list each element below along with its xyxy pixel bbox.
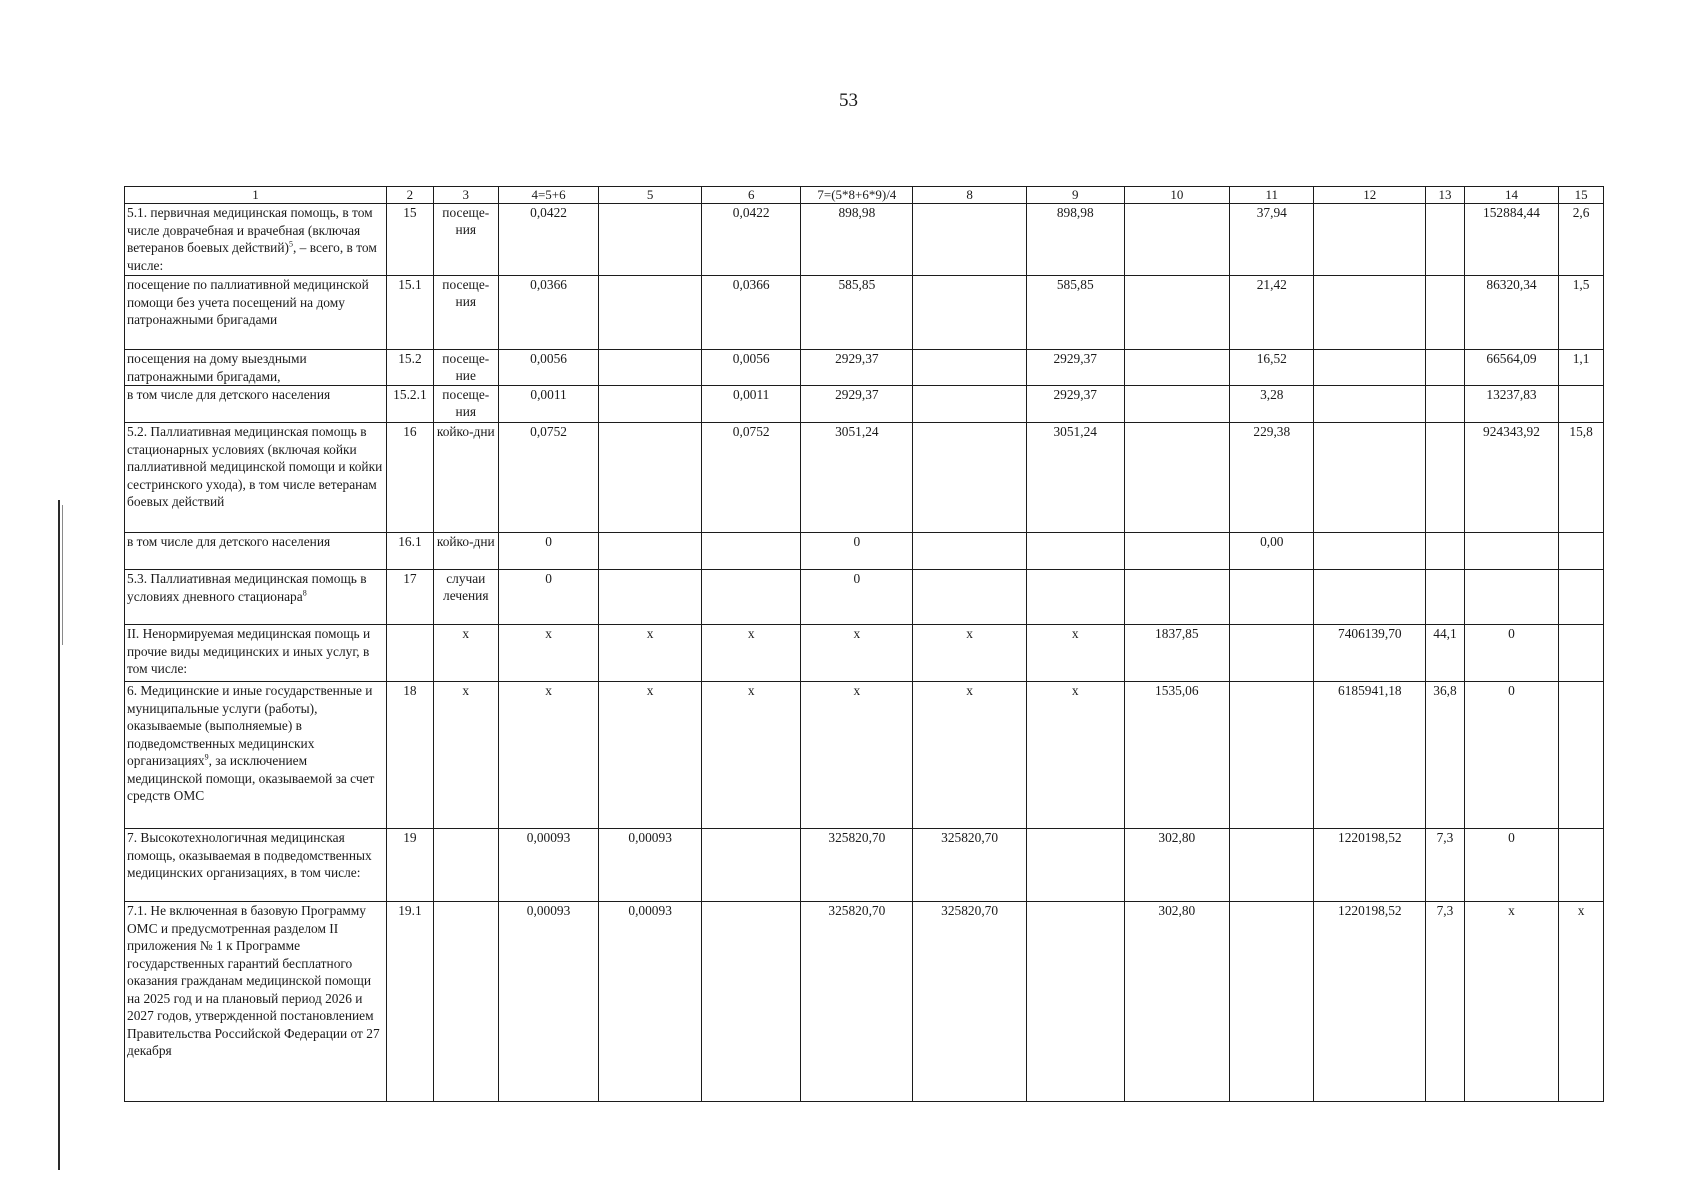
header-cell: 6 <box>701 187 801 204</box>
value-cell <box>1559 625 1604 682</box>
value-cell: х <box>701 625 801 682</box>
value-cell: 7,3 <box>1426 829 1465 902</box>
value-cell: 0,0752 <box>498 423 599 533</box>
row-name-text: 6. Медицинские и иные государственные и муниципальные услуги (работы), оказываемые (выполняемые) в подведомственных медицинских организациях <box>127 683 373 768</box>
value-cell: 0 <box>1464 829 1558 902</box>
header-cell: 2 <box>387 187 434 204</box>
value-cell: 2,6 <box>1559 204 1604 276</box>
row-name-cell <box>125 902 387 1102</box>
value-cell: х <box>1026 625 1124 682</box>
value-cell: 325820,70 <box>801 902 913 1102</box>
value-cell: 37,94 <box>1230 204 1314 276</box>
value-cell <box>1124 570 1230 625</box>
value-cell <box>599 204 702 276</box>
value-cell: х <box>599 625 702 682</box>
header-cell: 8 <box>913 187 1027 204</box>
value-cell: х <box>1559 902 1604 1102</box>
row-number-cell: 19.1 <box>387 902 434 1102</box>
header-cell: 5 <box>599 187 702 204</box>
value-cell: 229,38 <box>1230 423 1314 533</box>
value-cell: 0,0422 <box>498 204 599 276</box>
row-name-text: в том числе для детского населения <box>127 387 331 402</box>
value-cell: х <box>801 682 913 829</box>
value-cell: 0,0056 <box>701 350 801 386</box>
value-cell: х <box>498 625 599 682</box>
value-cell <box>599 386 702 423</box>
value-cell <box>1464 533 1558 570</box>
value-cell <box>599 570 702 625</box>
value-cell <box>1426 386 1465 423</box>
value-cell: 86320,34 <box>1464 276 1558 350</box>
value-cell <box>1230 682 1314 829</box>
value-cell: 0,0366 <box>701 276 801 350</box>
footnote-marker: 8 <box>302 588 307 598</box>
value-cell: 325820,70 <box>801 829 913 902</box>
header-cell: 7=(5*8+6*9)/4 <box>801 187 913 204</box>
row-name-text: 5.2. Паллиативная медицинская помощь в стационарных условиях (включая койки паллиативной медицинской помощи и койки сестринского ухода), в том числе ветеранам боевых действий <box>127 424 383 509</box>
header-cell: 13 <box>1426 187 1465 204</box>
value-cell: 1220198,52 <box>1314 902 1426 1102</box>
value-cell <box>1124 350 1230 386</box>
value-cell: х <box>701 682 801 829</box>
value-cell <box>1464 570 1558 625</box>
value-cell: 0 <box>498 570 599 625</box>
footnote-marker: 5 <box>288 239 293 249</box>
row-name-cell <box>125 533 387 570</box>
row-name-cell <box>125 570 387 625</box>
row-number-cell: 15.1 <box>387 276 434 350</box>
value-cell <box>701 902 801 1102</box>
row-name-tail: , – всего, в том числе: <box>127 240 377 273</box>
value-cell: 13237,83 <box>1464 386 1558 423</box>
value-cell: 0,0422 <box>701 204 801 276</box>
value-cell: 7,3 <box>1426 902 1465 1102</box>
unit-cell: посеще-ния <box>433 276 498 350</box>
row-number-cell: 15 <box>387 204 434 276</box>
value-cell <box>1559 570 1604 625</box>
value-cell <box>1124 276 1230 350</box>
value-cell: 1837,85 <box>1124 625 1230 682</box>
table-container <box>124 186 1604 1102</box>
value-cell <box>1314 386 1426 423</box>
row-number-cell: 16.1 <box>387 533 434 570</box>
value-cell: 152884,44 <box>1464 204 1558 276</box>
value-cell <box>1124 533 1230 570</box>
value-cell: х <box>498 682 599 829</box>
row-name-text: 7.1. Не включенная в базовую Программу ОМС и предусмотренная разделом II приложения № 1 к Программе государственных гарантий бесплатного оказания гражданам медицинской помощи на 2025 год и на плановый период 2026 и 2027 годов, утвержденной постановлением Правительства Российской Федерации от 27 декабря <box>127 903 380 1058</box>
value-cell <box>1426 423 1465 533</box>
table-row <box>125 533 1604 570</box>
value-cell <box>1026 570 1124 625</box>
value-cell <box>913 533 1027 570</box>
value-cell <box>1230 570 1314 625</box>
row-name-text: в том числе для детского населения <box>127 534 331 549</box>
value-cell <box>1026 829 1124 902</box>
value-cell <box>1426 350 1465 386</box>
row-number-cell: 19 <box>387 829 434 902</box>
row-name-cell <box>125 386 387 423</box>
value-cell <box>1314 423 1426 533</box>
value-cell <box>913 386 1027 423</box>
value-cell: 1220198,52 <box>1314 829 1426 902</box>
value-cell: х <box>1026 682 1124 829</box>
table-row <box>125 570 1604 625</box>
row-name-text: посещение по паллиативной медицинской помощи без учета посещений на дому патронажными бригадами <box>127 277 369 327</box>
value-cell: 0,0752 <box>701 423 801 533</box>
header-cell: 3 <box>433 187 498 204</box>
table-row <box>125 423 1604 533</box>
value-cell <box>1230 829 1314 902</box>
value-cell: х <box>599 682 702 829</box>
table-row <box>125 386 1604 423</box>
value-cell <box>1426 276 1465 350</box>
row-number-cell: 18 <box>387 682 434 829</box>
value-cell: 15,8 <box>1559 423 1604 533</box>
value-cell: 585,85 <box>801 276 913 350</box>
header-cell: 12 <box>1314 187 1426 204</box>
value-cell: 585,85 <box>1026 276 1124 350</box>
row-name-cell <box>125 682 387 829</box>
value-cell: 2929,37 <box>1026 386 1124 423</box>
value-cell <box>599 350 702 386</box>
value-cell: 0,00 <box>1230 533 1314 570</box>
value-cell <box>1559 829 1604 902</box>
row-number-cell: 17 <box>387 570 434 625</box>
row-number-cell: 15.2.1 <box>387 386 434 423</box>
table-header-row <box>125 187 1604 204</box>
value-cell <box>1314 276 1426 350</box>
row-name-cell <box>125 204 387 276</box>
header-cell: 14 <box>1464 187 1558 204</box>
value-cell: 0,0011 <box>498 386 599 423</box>
row-number-cell: 16 <box>387 423 434 533</box>
value-cell <box>1026 533 1124 570</box>
value-cell: 66564,09 <box>1464 350 1558 386</box>
value-cell <box>1230 902 1314 1102</box>
value-cell <box>913 423 1027 533</box>
header-cell: 10 <box>1124 187 1230 204</box>
table-body <box>125 204 1604 1102</box>
value-cell: 0 <box>801 570 913 625</box>
value-cell <box>1426 204 1465 276</box>
unit-cell: посеще-ния <box>433 204 498 276</box>
value-cell: 325820,70 <box>913 902 1027 1102</box>
header-cell: 11 <box>1230 187 1314 204</box>
value-cell: 1,5 <box>1559 276 1604 350</box>
value-cell: 0,00093 <box>498 829 599 902</box>
unit-cell <box>433 829 498 902</box>
table-row <box>125 204 1604 276</box>
value-cell <box>599 423 702 533</box>
value-cell <box>1314 350 1426 386</box>
row-number-cell: 15.2 <box>387 350 434 386</box>
value-cell: 7406139,70 <box>1314 625 1426 682</box>
row-name-cell <box>125 423 387 533</box>
value-cell: 0,0366 <box>498 276 599 350</box>
row-name-text: посещения на дому выездными патронажными бригадами, <box>127 351 307 384</box>
row-name-cell <box>125 276 387 350</box>
value-cell: 0,00093 <box>599 829 702 902</box>
value-cell: 44,1 <box>1426 625 1465 682</box>
table-row <box>125 625 1604 682</box>
value-cell: 16,52 <box>1230 350 1314 386</box>
row-name-text: 7. Высокотехнологичная медицинская помощь, оказываемая в подведомственных медицинских организациях, в том числе: <box>127 830 372 880</box>
table-row <box>125 829 1604 902</box>
row-name-cell <box>125 829 387 902</box>
value-cell <box>1314 204 1426 276</box>
value-cell: 0 <box>1464 625 1558 682</box>
value-cell <box>1026 902 1124 1102</box>
value-cell: 3,28 <box>1230 386 1314 423</box>
row-name-text: 5.1. первичная медицинская помощь, в том числе доврачебная и врачебная (включая ветеранов боевых действий) <box>127 205 373 255</box>
value-cell <box>1314 533 1426 570</box>
row-name-text: II. Ненормируемая медицинская помощь и прочие виды медицинских и иных услуг, в том числе: <box>127 626 371 676</box>
value-cell <box>1559 533 1604 570</box>
value-cell: 3051,24 <box>801 423 913 533</box>
value-cell <box>913 350 1027 386</box>
value-cell: х <box>913 682 1027 829</box>
value-cell: х <box>1464 902 1558 1102</box>
value-cell: 36,8 <box>1426 682 1465 829</box>
binding-line <box>58 500 60 1170</box>
value-cell <box>1124 386 1230 423</box>
value-cell <box>701 570 801 625</box>
unit-cell: койко-дни <box>433 533 498 570</box>
row-name-text: 5.3. Паллиативная медицинская помощь в условиях дневного стационара <box>127 571 367 604</box>
unit-cell: посеще-ния <box>433 386 498 423</box>
value-cell <box>599 276 702 350</box>
value-cell: 924343,92 <box>1464 423 1558 533</box>
header-cell: 4=5+6 <box>498 187 599 204</box>
table-row <box>125 276 1604 350</box>
value-cell <box>1124 204 1230 276</box>
value-cell: 2929,37 <box>801 386 913 423</box>
row-name-cell <box>125 350 387 386</box>
value-cell <box>1230 625 1314 682</box>
row-number-cell <box>387 625 434 682</box>
value-cell: х <box>801 625 913 682</box>
value-cell: 1,1 <box>1559 350 1604 386</box>
value-cell: 1535,06 <box>1124 682 1230 829</box>
table-row <box>125 682 1604 829</box>
value-cell <box>913 204 1027 276</box>
value-cell: 6185941,18 <box>1314 682 1426 829</box>
value-cell: 898,98 <box>801 204 913 276</box>
value-cell <box>701 533 801 570</box>
unit-cell: койко-дни <box>433 423 498 533</box>
value-cell: х <box>913 625 1027 682</box>
value-cell: 898,98 <box>1026 204 1124 276</box>
binding-line-secondary <box>62 505 63 645</box>
budget-table <box>124 186 1604 1102</box>
value-cell: 302,80 <box>1124 829 1230 902</box>
value-cell <box>701 829 801 902</box>
value-cell <box>1559 386 1604 423</box>
value-cell <box>1124 423 1230 533</box>
page-number: 53 <box>839 90 858 111</box>
row-name-tail: , за исключением медицинской помощи, оказываемой за счет средств ОМС <box>127 753 375 803</box>
unit-cell: посеще-ние <box>433 350 498 386</box>
header-cell: 1 <box>125 187 387 204</box>
header-cell: 15 <box>1559 187 1604 204</box>
table-row <box>125 902 1604 1102</box>
unit-cell <box>433 902 498 1102</box>
value-cell <box>1314 570 1426 625</box>
value-cell: 0,00093 <box>599 902 702 1102</box>
value-cell: 21,42 <box>1230 276 1314 350</box>
value-cell: 0 <box>801 533 913 570</box>
footnote-marker: 9 <box>204 752 209 762</box>
value-cell: 3051,24 <box>1026 423 1124 533</box>
value-cell <box>1559 682 1604 829</box>
value-cell: 0 <box>1464 682 1558 829</box>
unit-cell: х <box>433 625 498 682</box>
value-cell: 2929,37 <box>801 350 913 386</box>
value-cell: 0 <box>498 533 599 570</box>
unit-cell: х <box>433 682 498 829</box>
value-cell <box>1426 570 1465 625</box>
value-cell: 0,0011 <box>701 386 801 423</box>
value-cell: 0,0056 <box>498 350 599 386</box>
table-row <box>125 350 1604 386</box>
value-cell: 302,80 <box>1124 902 1230 1102</box>
value-cell <box>913 276 1027 350</box>
value-cell: 0,00093 <box>498 902 599 1102</box>
row-name-cell <box>125 625 387 682</box>
unit-cell: случаи лечения <box>433 570 498 625</box>
value-cell <box>913 570 1027 625</box>
value-cell <box>599 533 702 570</box>
value-cell <box>1426 533 1465 570</box>
value-cell: 2929,37 <box>1026 350 1124 386</box>
value-cell: 325820,70 <box>913 829 1027 902</box>
header-cell: 9 <box>1026 187 1124 204</box>
